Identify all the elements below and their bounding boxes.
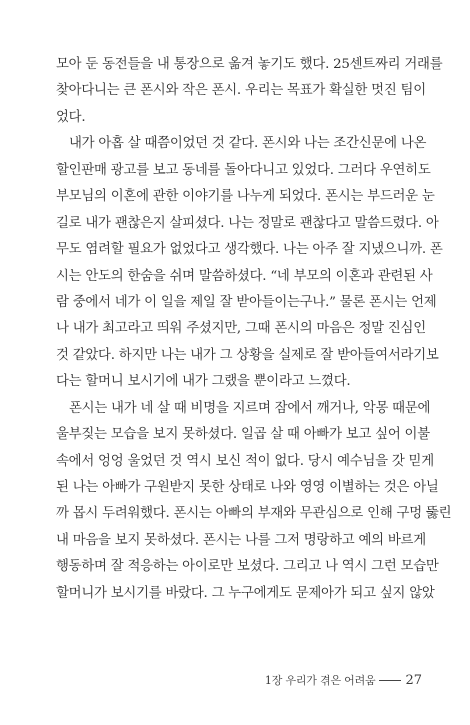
text-line: 시는 안도의 한숨을 쉬며 말씀하셨다. “네 부모의 이혼과 관련된 사 — [56, 268, 433, 284]
text-line: 내가 아홉 살 때쯤이었던 것 같다. 폰시와 나는 조간신문에 나온 — [69, 136, 427, 152]
page-footer — [265, 672, 422, 688]
text-line: 찾아다니는 큰 폰시와 작은 폰시. 우리는 목표가 확실한 멋진 팀이 — [56, 83, 426, 99]
text-line: 다는 할머니 보시기에 내가 그랬을 뿐이라고 느꼈다. — [56, 374, 351, 390]
text-line: 속에서 엉엉 울었던 것 역시 보신 적이 없다. 당시 예수님을 갓 믿게 — [56, 453, 434, 469]
text-line: 까 몹시 두려워했다. 폰시는 아빠의 부재와 무관심으로 인해 구멍 뚫린 — [56, 506, 452, 522]
text-line: 울부짖는 모습을 보지 못하셨다. 일곱 살 때 아빠가 보고 싶어 이불 — [56, 427, 430, 443]
text-line: 폰시는 내가 네 살 때 비명을 지르며 잠에서 깨거나, 악몽 때문에 — [69, 400, 431, 416]
chapter-title: 1장 우리가 겪은 어려움 — [264, 674, 376, 687]
text-line: 나 내가 최고라고 띄워 주셨지만, 그때 폰시의 마음은 정말 진심인 — [56, 321, 426, 337]
text-line: 었다. — [56, 109, 86, 125]
page-number: 27 — [405, 673, 422, 688]
body-text — [56, 52, 452, 607]
text-line: 된 나는 아빠가 구원받지 못한 상태로 나와 영영 이별하는 것은 아닐 — [56, 480, 439, 495]
text-line: 람 중에서 네가 이 일을 제일 잘 받아들이는구나.” 물론 폰시는 언제 — [56, 294, 437, 310]
footer-rule — [379, 680, 401, 681]
text-line: 할인판매 광고를 보고 동네를 돌아다니고 있었다. 그러다 우연히도 — [56, 162, 431, 178]
text-line: 행동하며 잘 적응하는 아이로만 보셨다. 그리고 나 역시 그런 모습만 — [56, 559, 439, 575]
text-line: 모아 둔 동전들을 내 통장으로 옮겨 놓기도 했다. 25센트짜리 거래를 — [56, 57, 443, 72]
text-line: 무도 염려할 필요가 없었다고 생각했다. 나는 아주 잘 지냈으니까. 폰 — [56, 242, 443, 258]
text-line: 할머니가 보시기를 바랐다. 그 누구에게도 문제아가 되고 싶지 않았 — [56, 585, 435, 601]
text-line: 내 마음을 보지 못하셨다. 폰시는 나를 그저 명랑하고 예의 바르게 — [56, 532, 426, 548]
text-line: 것 같았다. 하지만 나는 내가 그 상황을 실제로 잘 받아들여서라기보 — [56, 347, 439, 363]
text-line: 부모님의 이혼에 관한 이야기를 나누게 되었다. 폰시는 부드러운 눈 — [56, 189, 435, 205]
text-line: 길로 내가 괜찮은지 살피셨다. 나는 정말로 괜찮다고 말씀드렸다. 아 — [56, 215, 439, 231]
